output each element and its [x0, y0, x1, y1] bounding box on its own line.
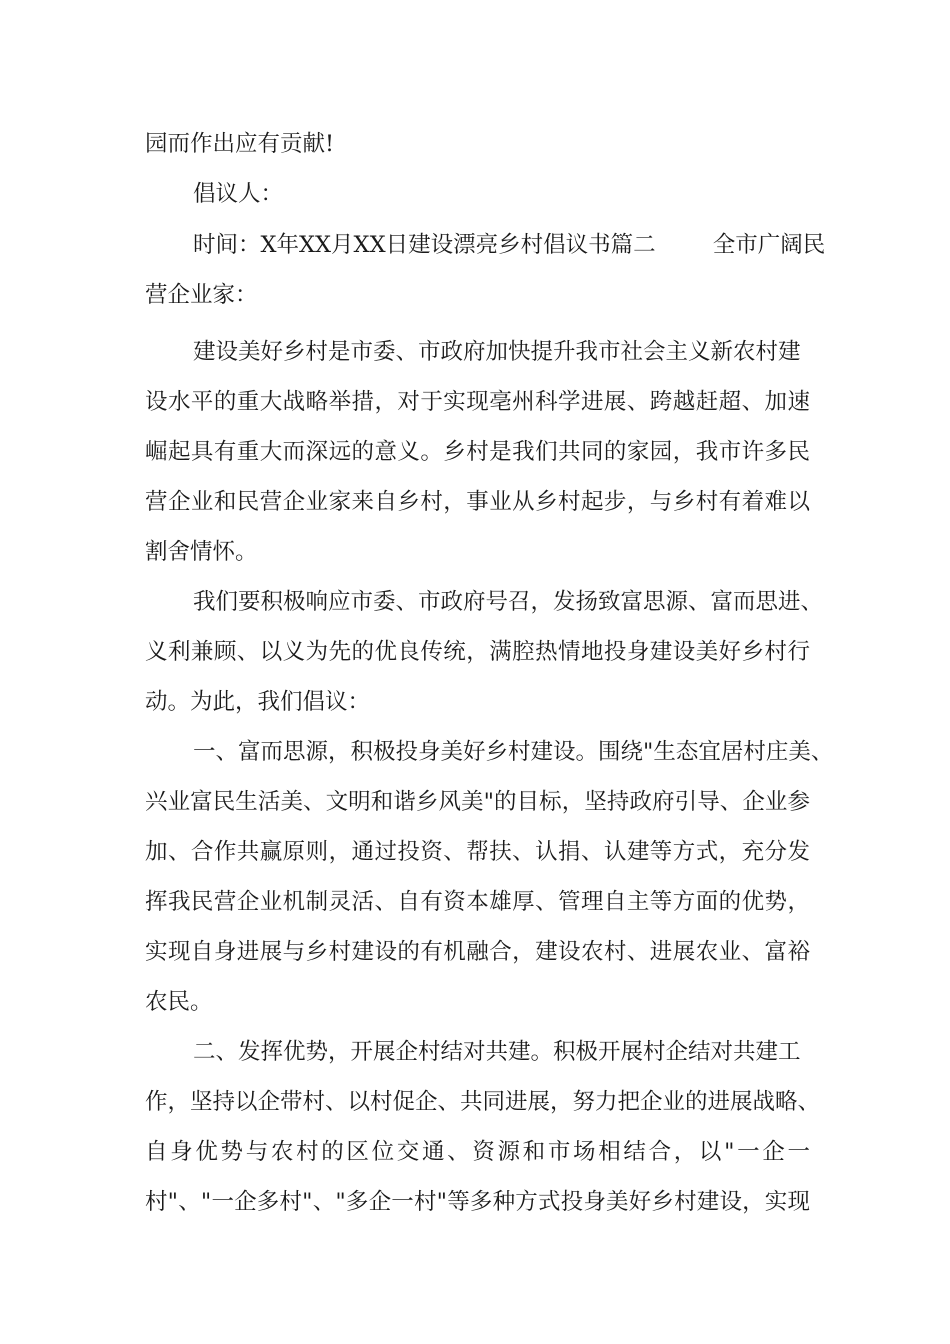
- text-line: 倡议人：: [193, 181, 284, 207]
- text-line: 设水平的重大战略举措，对于实现亳州科学进展、跨越赶超、加速: [145, 389, 810, 415]
- text-line: 村"、"一企多村"、"多企一村"等多种方式投身美好乡村建设，实现: [145, 1189, 810, 1215]
- text-line: 割舍情怀。: [145, 539, 258, 565]
- text-line: 建设美好乡村是市委、市政府加快提升我市社会主义新农村建: [193, 339, 801, 365]
- text-line: 动。为此，我们倡议：: [145, 689, 371, 715]
- text-line: 时间：X年XX月XX日建设漂亮乡村倡议书篇二 全市广阔民: [193, 232, 826, 258]
- text-line: 农民。: [145, 989, 213, 1015]
- text-line: 我们要积极响应市委、市政府号召，发扬致富思源、富而思进、: [193, 589, 824, 615]
- text-line: 营企业和民营企业家来自乡村，事业从乡村起步，与乡村有着难以: [145, 489, 810, 515]
- text-line: 挥我民营企业机制灵活、自有资本雄厚、管理自主等方面的优势，: [145, 889, 810, 915]
- text-line: 崛起具有重大而深远的意义。乡村是我们共同的家园，我市许多民: [145, 439, 810, 465]
- text-line: 加、合作共赢原则，通过投资、帮扶、认捐、认建等方式，充分发: [145, 839, 810, 865]
- text-line: 二、发挥优势，开展企村结对共建。积极开展村企结对共建工: [193, 1039, 801, 1065]
- text-line: 自身优势与农村的区位交通、资源和市场相结合，以"一企一: [145, 1139, 810, 1165]
- text-line: 义利兼顾、以义为先的优良传统，满腔热情地投身建设美好乡村行: [145, 639, 810, 665]
- text-line: 一、富而思源，积极投身美好乡村建设。围绕"生态宜居村庄美、: [193, 739, 834, 765]
- text-line: 作，坚持以企带村、以村促企、共同进展，努力把企业的进展战略、: [145, 1089, 821, 1115]
- text-line: 实现自身进展与乡村建设的有机融合，建设农村、进展农业、富裕: [145, 939, 810, 965]
- text-line: 园而作出应有贡献!: [145, 131, 335, 157]
- text-line: 兴业富民生活美、文明和谐乡风美"的目标，坚持政府引导、企业参: [145, 789, 810, 815]
- text-line: 营企业家：: [145, 282, 258, 308]
